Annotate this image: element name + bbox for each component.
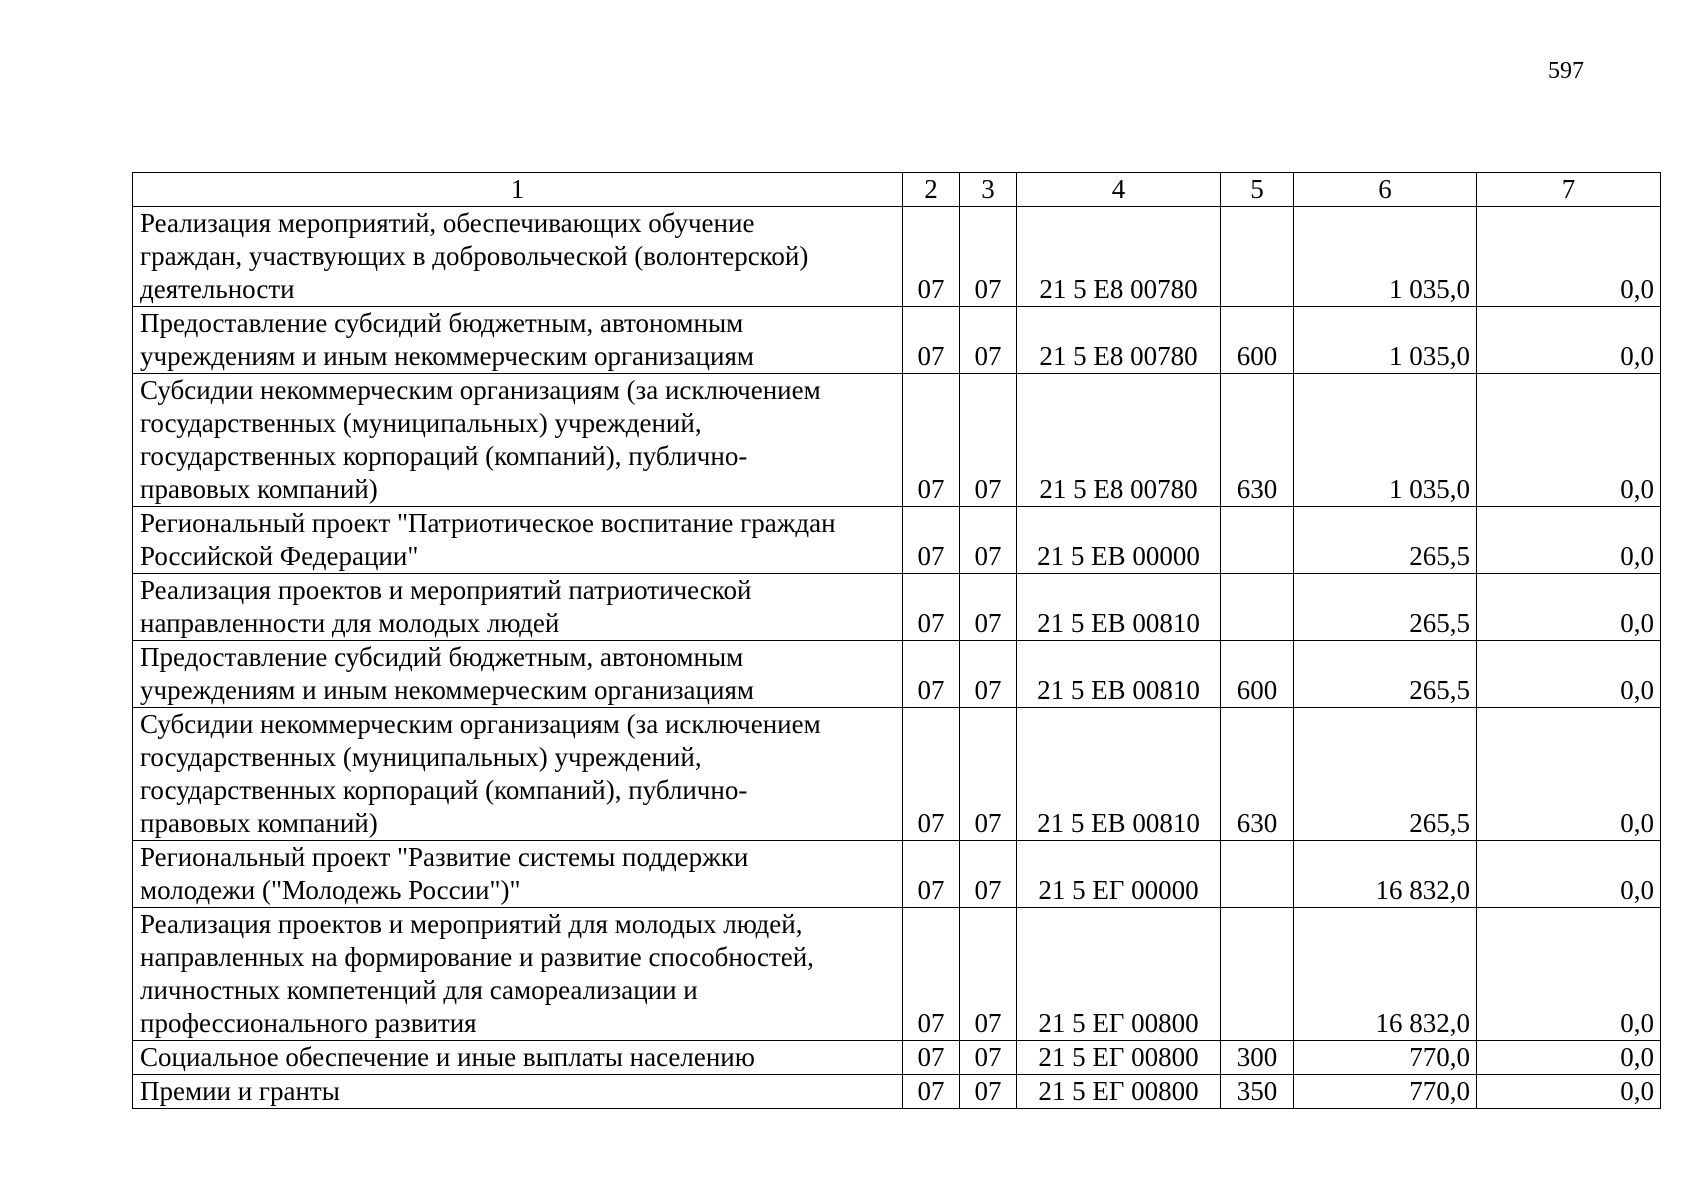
- target-article-cell: 21 5 ЕВ 00000: [1017, 507, 1221, 574]
- table-row: [133, 1041, 1661, 1075]
- subsection-code-cell: 07: [960, 574, 1017, 641]
- section-code-cell: 07: [903, 574, 960, 641]
- item-name-line: Предоставление субсидий бюджетным, автономным: [140, 308, 744, 338]
- item-name-cell: [133, 908, 903, 1041]
- target-article-cell: 21 5 Е8 00780: [1017, 307, 1221, 374]
- amount-cell: 1 035,0: [1294, 207, 1477, 307]
- section-code-cell: 07: [903, 1075, 960, 1109]
- item-name-line: профессионального развития: [140, 1008, 477, 1038]
- subsection-code-cell: 07: [960, 841, 1017, 908]
- amount-2-cell: 0,0: [1477, 1075, 1661, 1109]
- target-article-cell: 21 5 ЕВ 00810: [1017, 574, 1221, 641]
- item-name-line: государственных (муниципальных) учреждений,: [140, 742, 702, 772]
- item-name-cell: [133, 207, 903, 307]
- item-name-line: Премии и гранты: [140, 1076, 340, 1106]
- item-name-cell: [133, 374, 903, 507]
- item-name-line: Реализация проектов и мероприятий для молодых людей,: [140, 909, 803, 939]
- amount-cell: 265,5: [1294, 708, 1477, 841]
- item-name-line: деятельности: [140, 274, 295, 304]
- item-name-line: государственных (муниципальных) учреждений,: [140, 408, 702, 438]
- expense-type-cell: 350: [1221, 1075, 1294, 1109]
- subsection-code-cell: 07: [960, 307, 1017, 374]
- amount-cell: 770,0: [1294, 1041, 1477, 1075]
- section-code-cell: 07: [903, 841, 960, 908]
- section-code-cell: 07: [903, 708, 960, 841]
- item-name-line: Субсидии некоммерческим организациям (за исключением: [140, 709, 821, 739]
- amount-cell: 1 035,0: [1294, 374, 1477, 507]
- amount-2-cell: 0,0: [1477, 1041, 1661, 1075]
- target-article-cell: 21 5 ЕВ 00810: [1017, 708, 1221, 841]
- page-number: 597: [1548, 58, 1584, 84]
- table-row: [133, 641, 1661, 708]
- amount-2-cell: 0,0: [1477, 574, 1661, 641]
- table-row: [133, 1075, 1661, 1109]
- table-row: [133, 574, 1661, 641]
- header-cell-4: 4: [1017, 173, 1221, 207]
- header-cell-7: 7: [1477, 173, 1661, 207]
- header-cell-1: 1: [133, 173, 903, 207]
- item-name-cell: [133, 307, 903, 374]
- item-name-cell: [133, 1041, 903, 1075]
- item-name-cell: [133, 708, 903, 841]
- section-code-cell: 07: [903, 908, 960, 1041]
- header-cell-2: 2: [903, 173, 960, 207]
- header-cell-5: 5: [1221, 173, 1294, 207]
- amount-cell: 16 832,0: [1294, 908, 1477, 1041]
- item-name-line: Региональный проект "Патриотическое воспитание граждан: [140, 508, 836, 538]
- table-row: [133, 841, 1661, 908]
- subsection-code-cell: 07: [960, 1041, 1017, 1075]
- target-article-cell: 21 5 ЕВ 00810: [1017, 641, 1221, 708]
- amount-cell: 16 832,0: [1294, 841, 1477, 908]
- item-name-cell: [133, 574, 903, 641]
- amount-2-cell: 0,0: [1477, 307, 1661, 374]
- item-name-line: государственных корпораций (компаний), публично-: [140, 775, 748, 805]
- table-row: [133, 507, 1661, 574]
- expense-type-cell: 630: [1221, 374, 1294, 507]
- amount-2-cell: 0,0: [1477, 908, 1661, 1041]
- expense-type-cell: [1221, 507, 1294, 574]
- amount-2-cell: 0,0: [1477, 207, 1661, 307]
- item-name-cell: [133, 641, 903, 708]
- expense-type-cell: 600: [1221, 641, 1294, 708]
- item-name-line: граждан, участвующих в добровольческой (волонтерской): [140, 241, 809, 271]
- expense-type-cell: [1221, 908, 1294, 1041]
- amount-cell: 265,5: [1294, 507, 1477, 574]
- item-name-line: Реализация мероприятий, обеспечивающих обучение: [140, 208, 755, 238]
- item-name-line: правовых компаний): [140, 474, 378, 504]
- amount-cell: 1 035,0: [1294, 307, 1477, 374]
- item-name-line: государственных корпораций (компаний), публично-: [140, 441, 748, 471]
- item-name-line: молодежи ("Молодежь России")": [140, 875, 521, 905]
- section-code-cell: 07: [903, 374, 960, 507]
- subsection-code-cell: 07: [960, 1075, 1017, 1109]
- subsection-code-cell: 07: [960, 641, 1017, 708]
- target-article-cell: 21 5 Е8 00780: [1017, 374, 1221, 507]
- section-code-cell: 07: [903, 1041, 960, 1075]
- item-name-cell: [133, 507, 903, 574]
- header-row: [133, 173, 1661, 207]
- header-cell-3: 3: [960, 173, 1017, 207]
- budget-table: [132, 172, 1661, 1109]
- expense-type-cell: 630: [1221, 708, 1294, 841]
- item-name-line: личностных компетенций для самореализации и: [140, 975, 698, 1005]
- section-code-cell: 07: [903, 307, 960, 374]
- amount-2-cell: 0,0: [1477, 641, 1661, 708]
- expense-type-cell: [1221, 841, 1294, 908]
- table-row: [133, 207, 1661, 307]
- table-row: [133, 708, 1661, 841]
- table-row: [133, 908, 1661, 1041]
- target-article-cell: 21 5 ЕГ 00800: [1017, 1075, 1221, 1109]
- item-name-line: правовых компаний): [140, 808, 378, 838]
- item-name-line: Региональный проект "Развитие системы поддержки: [140, 842, 749, 872]
- item-name-line: учреждениям и иным некоммерческим организациям: [140, 341, 754, 371]
- item-name-line: Предоставление субсидий бюджетным, автономным: [140, 642, 744, 672]
- amount-cell: 770,0: [1294, 1075, 1477, 1109]
- item-name-line: Российской Федерации": [140, 541, 419, 571]
- item-name-line: Социальное обеспечение и иные выплаты населению: [140, 1042, 755, 1072]
- amount-2-cell: 0,0: [1477, 374, 1661, 507]
- item-name-line: направленности для молодых людей: [140, 608, 560, 638]
- target-article-cell: 21 5 ЕГ 00000: [1017, 841, 1221, 908]
- item-name-line: направленных на формирование и развитие способностей,: [140, 942, 814, 972]
- target-article-cell: 21 5 Е8 00780: [1017, 207, 1221, 307]
- amount-2-cell: 0,0: [1477, 841, 1661, 908]
- subsection-code-cell: 07: [960, 374, 1017, 507]
- amount-2-cell: 0,0: [1477, 708, 1661, 841]
- subsection-code-cell: 07: [960, 507, 1017, 574]
- expense-type-cell: [1221, 574, 1294, 641]
- amount-cell: 265,5: [1294, 641, 1477, 708]
- section-code-cell: 07: [903, 507, 960, 574]
- section-code-cell: 07: [903, 207, 960, 307]
- subsection-code-cell: 07: [960, 207, 1017, 307]
- item-name-line: Субсидии некоммерческим организациям (за исключением: [140, 375, 821, 405]
- amount-cell: 265,5: [1294, 574, 1477, 641]
- header-cell-6: 6: [1294, 173, 1477, 207]
- item-name-line: Реализация проектов и мероприятий патриотической: [140, 575, 752, 605]
- table-row: [133, 307, 1661, 374]
- target-article-cell: 21 5 ЕГ 00800: [1017, 908, 1221, 1041]
- table-body: [133, 173, 1661, 1109]
- target-article-cell: 21 5 ЕГ 00800: [1017, 1041, 1221, 1075]
- section-code-cell: 07: [903, 641, 960, 708]
- expense-type-cell: [1221, 207, 1294, 307]
- expense-type-cell: 300: [1221, 1041, 1294, 1075]
- subsection-code-cell: 07: [960, 908, 1017, 1041]
- item-name-line: учреждениям и иным некоммерческим организациям: [140, 675, 754, 705]
- expense-type-cell: 600: [1221, 307, 1294, 374]
- subsection-code-cell: 07: [960, 708, 1017, 841]
- item-name-cell: [133, 1075, 903, 1109]
- item-name-cell: [133, 841, 903, 908]
- table-row: [133, 374, 1661, 507]
- amount-2-cell: 0,0: [1477, 507, 1661, 574]
